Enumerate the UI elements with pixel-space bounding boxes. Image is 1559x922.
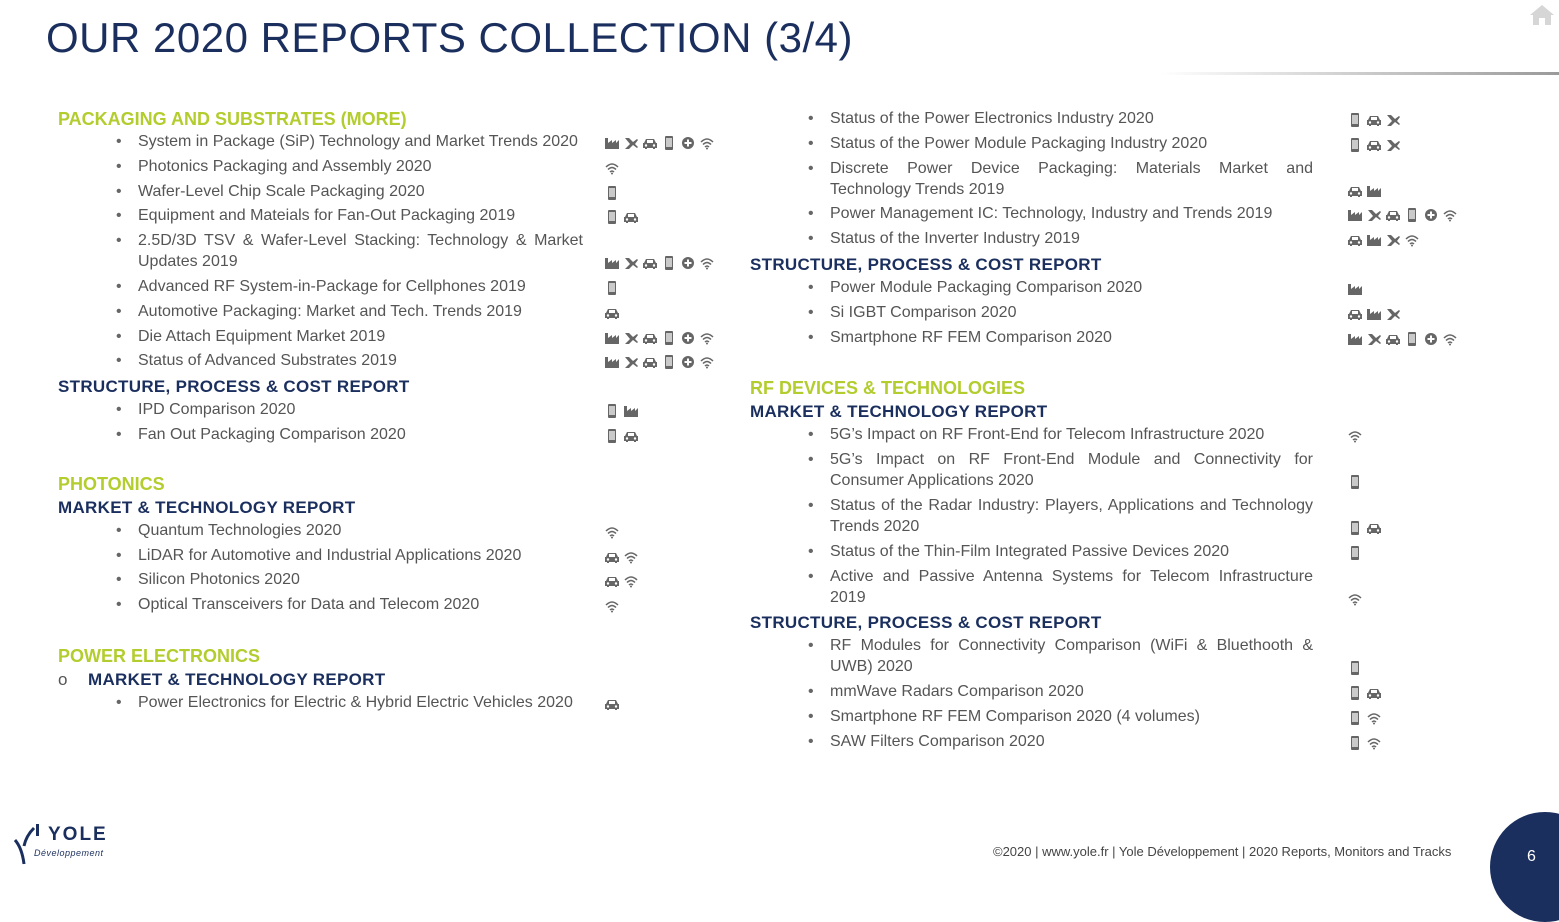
- industrial-icon: [1366, 233, 1382, 247]
- industrial-icon: [604, 355, 620, 369]
- medical-icon: [680, 331, 696, 345]
- list-item: [116, 350, 738, 371]
- application-icons: [1347, 113, 1401, 127]
- bullet: •: [808, 110, 814, 127]
- rf-market-list: [750, 424, 1480, 607]
- bullet: •: [116, 546, 122, 564]
- automotive-icon: [1366, 521, 1382, 535]
- report-title[interactable]: Active and Passive Antenna Systems for Telecom Infrastructure 2019: [830, 567, 1313, 606]
- yole-logo-mark-icon: [12, 818, 42, 866]
- packaging-structure-list: [58, 399, 738, 445]
- application-icons: [1347, 661, 1363, 675]
- bullet: •: [116, 425, 122, 443]
- bullet: •: [116, 596, 122, 614]
- power-market-heading: [58, 668, 738, 692]
- list-item: [116, 301, 738, 322]
- report-title[interactable]: Equipment and Mateials for Fan-Out Packaging 2019: [138, 207, 516, 225]
- section-title-power: POWER ELECTRONICS: [58, 645, 261, 666]
- list-item: [808, 449, 1480, 491]
- mobile-icon: [604, 429, 620, 443]
- bullet: •: [808, 230, 814, 248]
- list-item: [808, 108, 1480, 129]
- aerospace-icon: [1366, 208, 1382, 222]
- report-title[interactable]: Discrete Power Device Packaging: Materials Market and Technology Trends 2019: [830, 159, 1313, 198]
- report-title[interactable]: Status of the Radar Industry: Players, Applications and Technology Trends 2020: [830, 496, 1313, 535]
- list-item: [116, 692, 738, 713]
- automotive-icon: [642, 355, 658, 369]
- report-title[interactable]: Power Electronics for Electric & Hybrid Electric Vehicles 2020: [138, 693, 573, 711]
- report-title[interactable]: System in Package (SiP) Technology and Market Trends 2020: [138, 133, 578, 150]
- list-item: [808, 133, 1480, 154]
- power-continued-list: [750, 108, 1480, 249]
- aerospace-icon: [623, 355, 639, 369]
- report-title[interactable]: IPD Comparison 2020: [138, 401, 296, 419]
- application-icons: [604, 355, 715, 369]
- application-icons: [604, 256, 715, 270]
- bullet: •: [116, 133, 122, 150]
- application-icons: [1347, 429, 1363, 443]
- report-title[interactable]: Si IGBT Comparison 2020: [830, 303, 1017, 321]
- mobile-icon: [1404, 332, 1420, 346]
- telecom-icon: [623, 550, 639, 564]
- list-item: [116, 520, 738, 541]
- mobile-icon: [1347, 521, 1363, 535]
- industrial-icon: [1366, 184, 1382, 198]
- report-title[interactable]: Advanced RF System-in-Package for Cellphones 2019: [138, 277, 526, 295]
- list-item: [116, 276, 738, 297]
- application-icons: [1347, 282, 1363, 296]
- report-title[interactable]: Wafer-Level Chip Scale Packaging 2020: [138, 182, 425, 200]
- list-item: [808, 541, 1480, 562]
- industrial-icon: [604, 256, 620, 270]
- report-title[interactable]: 5G’s Impact on RF Front-End for Telecom Infrastructure 2020: [830, 426, 1265, 444]
- list-item: [808, 158, 1480, 200]
- mobile-icon: [1347, 546, 1363, 560]
- application-icons: [604, 550, 639, 564]
- list-item: [116, 594, 738, 615]
- medical-icon: [1423, 332, 1439, 346]
- list-item: [116, 399, 738, 420]
- list-item: [116, 545, 738, 566]
- mobile-icon: [1347, 138, 1363, 152]
- industrial-icon: [604, 136, 620, 150]
- automotive-icon: [604, 574, 620, 588]
- report-title[interactable]: Power Module Packaging Comparison 2020: [830, 278, 1143, 296]
- application-icons: [1347, 736, 1382, 750]
- report-title[interactable]: Die Attach Equipment Market 2019: [138, 327, 386, 345]
- medical-icon: [1423, 208, 1439, 222]
- list-item: [116, 205, 738, 226]
- automotive-icon: [623, 210, 639, 224]
- bullet: •: [808, 205, 814, 223]
- mobile-icon: [661, 136, 677, 150]
- application-icons: [604, 525, 620, 539]
- aerospace-icon: [1385, 233, 1401, 247]
- application-icons: [604, 281, 620, 295]
- telecom-icon: [1442, 208, 1458, 222]
- application-icons: [604, 599, 620, 613]
- aerospace-icon: [623, 136, 639, 150]
- application-icons: [1347, 521, 1382, 535]
- automotive-icon: [604, 697, 620, 711]
- application-icons: [1347, 546, 1363, 560]
- bullet: •: [808, 542, 814, 560]
- report-title[interactable]: Automotive Packaging: Market and Tech. Trends 2019: [138, 302, 522, 320]
- footer-text: ©2020 | www.yole.fr | Yole Développement | 2020 Reports, Monitors and Tracks: [993, 844, 1452, 859]
- application-icons: [1347, 208, 1458, 222]
- aerospace-icon: [623, 331, 639, 345]
- bullet: •: [808, 567, 814, 585]
- bullet: •: [808, 159, 814, 177]
- list-item: [116, 230, 738, 272]
- bullet: •: [116, 207, 122, 225]
- application-icons: [604, 331, 715, 345]
- mobile-icon: [1347, 711, 1363, 725]
- application-icons: [604, 404, 639, 418]
- header-rule: [1160, 72, 1559, 75]
- mobile-icon: [604, 186, 620, 200]
- bullet: •: [116, 693, 122, 711]
- power-market-heading-label: MARKET & TECHNOLOGY REPORT: [88, 669, 386, 689]
- automotive-icon: [1366, 113, 1382, 127]
- list-item: [116, 569, 738, 590]
- telecom-icon: [1347, 429, 1363, 443]
- photonics-market-heading: MARKET & TECHNOLOGY REPORT: [58, 497, 356, 517]
- telecom-icon: [699, 331, 715, 345]
- bullet: •: [116, 352, 122, 370]
- application-icons: [1347, 184, 1382, 198]
- bullet: •: [808, 683, 814, 701]
- industrial-icon: [623, 404, 639, 418]
- list-item: [116, 181, 738, 202]
- list-item: [116, 326, 738, 347]
- aerospace-icon: [623, 256, 639, 270]
- list-item: [808, 566, 1480, 608]
- bullet: •: [808, 328, 814, 346]
- report-title[interactable]: Fan Out Packaging Comparison 2020: [138, 425, 406, 443]
- report-title[interactable]: Photonics Packaging and Assembly 2020: [138, 157, 432, 175]
- mobile-icon: [661, 355, 677, 369]
- aerospace-icon: [1385, 113, 1401, 127]
- telecom-icon: [604, 525, 620, 539]
- section-title-packaging: PACKAGING AND SUBSTRATES (MORE): [58, 109, 407, 129]
- bullet: •: [116, 277, 122, 295]
- report-title[interactable]: 2.5D/3D TSV & Wafer-Level Stacking: Technology & Market Updates 2019: [138, 232, 583, 271]
- bullet: •: [808, 496, 814, 514]
- telecom-icon: [1404, 233, 1420, 247]
- mobile-icon: [1347, 475, 1363, 489]
- list-item: [808, 203, 1480, 224]
- rf-structure-list: [750, 635, 1480, 751]
- industrial-icon: [1347, 332, 1363, 346]
- application-icons: [604, 136, 715, 150]
- bullet: •: [116, 302, 122, 320]
- automotive-icon: [604, 306, 620, 320]
- bullet: •: [116, 571, 122, 589]
- application-icons: [1347, 307, 1401, 321]
- application-icons: [604, 697, 620, 711]
- report-title[interactable]: Power Management IC: Technology, Industry and Trends 2019: [830, 205, 1273, 223]
- automotive-icon: [1347, 307, 1363, 321]
- report-title[interactable]: Silicon Photonics 2020: [138, 571, 300, 589]
- application-icons: [604, 161, 620, 175]
- aerospace-icon: [1385, 138, 1401, 152]
- automotive-icon: [623, 429, 639, 443]
- bullet: •: [808, 426, 814, 444]
- telecom-icon: [623, 574, 639, 588]
- report-title[interactable]: Status of the Power Module Packaging Industry 2020: [830, 134, 1208, 152]
- logo-subtitle: Développement: [34, 848, 104, 858]
- list-item: [808, 731, 1480, 752]
- mobile-icon: [1404, 208, 1420, 222]
- mobile-icon: [604, 281, 620, 295]
- report-title[interactable]: Smartphone RF FEM Comparison 2020: [830, 328, 1112, 346]
- power-list: [58, 692, 738, 713]
- page-number: 6: [1527, 848, 1536, 865]
- application-icons: [604, 574, 639, 588]
- bullet: •: [808, 278, 814, 296]
- telecom-icon: [699, 136, 715, 150]
- application-icons: [604, 306, 620, 320]
- report-title[interactable]: Status of the Inverter Industry 2019: [830, 230, 1080, 248]
- telecom-icon: [1366, 711, 1382, 725]
- packaging-structure-heading: STRUCTURE, PROCESS & COST REPORT: [58, 377, 410, 397]
- telecom-icon: [1347, 592, 1363, 606]
- list-item: [808, 302, 1480, 323]
- application-icons: [604, 429, 639, 443]
- report-title[interactable]: Smartphone RF FEM Comparison 2020 (4 volumes): [830, 707, 1200, 725]
- bullet: •: [808, 303, 814, 321]
- telecom-icon: [1442, 332, 1458, 346]
- application-icons: [604, 210, 639, 224]
- report-title[interactable]: Status of the Power Electronics Industry 2020: [830, 110, 1154, 127]
- bullet: •: [116, 521, 122, 539]
- mobile-icon: [604, 404, 620, 418]
- page-title: OUR 2020 REPORTS COLLECTION (3/4): [46, 14, 853, 61]
- list-item: [808, 681, 1480, 702]
- industrial-icon: [1366, 307, 1382, 321]
- application-icons: [1347, 332, 1458, 346]
- application-icons: [1347, 711, 1382, 725]
- automotive-icon: [604, 550, 620, 564]
- mobile-icon: [604, 210, 620, 224]
- list-item: [808, 228, 1480, 249]
- application-icons: [1347, 686, 1382, 700]
- report-title[interactable]: Optical Transceivers for Data and Telecom 2020: [138, 596, 480, 614]
- bullet: •: [116, 401, 122, 419]
- telecom-icon: [1366, 736, 1382, 750]
- mobile-icon: [1347, 736, 1363, 750]
- telecom-icon: [604, 161, 620, 175]
- list-item: [116, 156, 738, 177]
- list-item: [808, 424, 1480, 445]
- application-icons: [1347, 138, 1401, 152]
- application-icons: [1347, 475, 1363, 489]
- telecom-icon: [699, 256, 715, 270]
- bullet: •: [116, 157, 122, 175]
- medical-icon: [680, 136, 696, 150]
- list-item: [116, 131, 738, 152]
- automotive-icon: [1385, 208, 1401, 222]
- mobile-icon: [1347, 686, 1363, 700]
- photonics-list: [58, 520, 738, 615]
- mobile-icon: [661, 256, 677, 270]
- automotive-icon: [1366, 138, 1382, 152]
- home-icon[interactable]: [1529, 4, 1555, 26]
- bullet: •: [116, 182, 122, 200]
- circle-bullet: o: [58, 669, 68, 689]
- list-item: [808, 635, 1480, 677]
- telecom-icon: [604, 599, 620, 613]
- left-column: [58, 108, 738, 717]
- report-title[interactable]: LiDAR for Automotive and Industrial Applications 2020: [138, 546, 522, 564]
- bullet: •: [808, 134, 814, 152]
- bullet: •: [116, 232, 122, 250]
- report-title[interactable]: Status of Advanced Substrates 2019: [138, 352, 397, 370]
- page-number-badge: [1490, 812, 1559, 922]
- application-icons: [1347, 233, 1420, 247]
- bullet: •: [116, 327, 122, 345]
- automotive-icon: [1347, 233, 1363, 247]
- report-title[interactable]: SAW Filters Comparison 2020: [830, 732, 1045, 750]
- report-title[interactable]: 5G’s Impact on RF Front-End Module and Connectivity for Consumer Applications 2020: [830, 451, 1313, 490]
- mobile-icon: [661, 331, 677, 345]
- rf-structure-heading: STRUCTURE, PROCESS & COST REPORT: [750, 613, 1102, 633]
- report-title[interactable]: RF Modules for Connectivity Comparison (WiFi & Bluethooth & UWB) 2020: [830, 637, 1313, 676]
- section-title-photonics: PHOTONICS: [58, 473, 165, 494]
- power-structure-heading: STRUCTURE, PROCESS & COST REPORT: [750, 254, 1102, 274]
- automotive-icon: [642, 331, 658, 345]
- list-item: [808, 495, 1480, 537]
- aerospace-icon: [1385, 307, 1401, 321]
- bullet: •: [808, 732, 814, 750]
- automotive-icon: [1347, 184, 1363, 198]
- list-item: [808, 706, 1480, 727]
- aerospace-icon: [1366, 332, 1382, 346]
- application-icons: [1347, 592, 1363, 606]
- industrial-icon: [1347, 208, 1363, 222]
- packaging-list: [58, 131, 738, 371]
- bullet: •: [808, 637, 814, 655]
- bullet: •: [808, 451, 814, 469]
- section-title-rf: RF DEVICES & TECHNOLOGIES: [750, 378, 1026, 399]
- telecom-icon: [699, 355, 715, 369]
- report-title[interactable]: Status of the Thin-Film Integrated Passive Devices 2020: [830, 542, 1230, 560]
- power-structure-list: [750, 277, 1480, 348]
- automotive-icon: [642, 136, 658, 150]
- mobile-icon: [1347, 661, 1363, 675]
- application-icons: [604, 186, 620, 200]
- medical-icon: [680, 355, 696, 369]
- list-item: [808, 277, 1480, 298]
- report-title[interactable]: Quantum Technologies 2020: [138, 521, 342, 539]
- industrial-icon: [1347, 282, 1363, 296]
- yole-logo: [12, 818, 122, 870]
- list-item: [116, 424, 738, 445]
- automotive-icon: [1385, 332, 1401, 346]
- mobile-icon: [1347, 113, 1363, 127]
- medical-icon: [680, 256, 696, 270]
- list-item: [808, 327, 1480, 348]
- rf-market-heading: MARKET & TECHNOLOGY REPORT: [750, 402, 1048, 422]
- automotive-icon: [1366, 686, 1382, 700]
- logo-title: YOLE: [48, 824, 108, 845]
- bullet: •: [808, 707, 814, 725]
- right-column: [750, 108, 1480, 756]
- industrial-icon: [604, 331, 620, 345]
- automotive-icon: [642, 256, 658, 270]
- report-title[interactable]: mmWave Radars Comparison 2020: [830, 683, 1084, 701]
